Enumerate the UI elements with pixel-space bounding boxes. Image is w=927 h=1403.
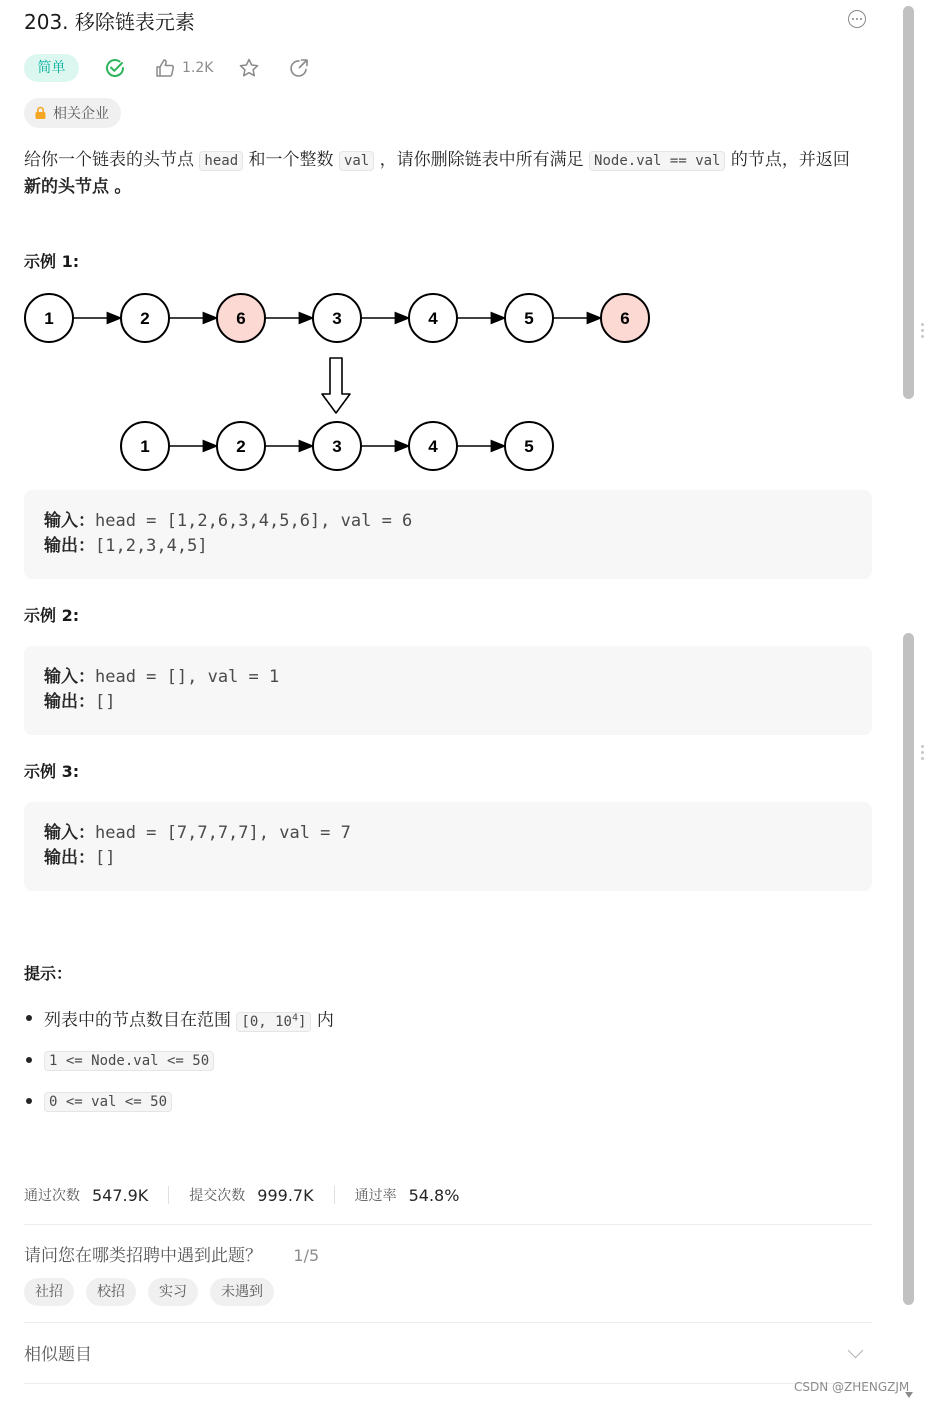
problem-meta-row bbox=[24, 53, 872, 83]
example-1-box: 输入：head = [1,2,6,3,4,5,6], val = 6 输出：[1,2,3,4,5] bbox=[24, 490, 872, 579]
svg-text:4: 4 bbox=[428, 437, 438, 456]
svg-text:5: 5 bbox=[524, 437, 534, 456]
problem-statement: 给你一个链表的头节点 head 和一个整数 val ，请你删除链表中所有满足 Node.val == val 的节点，并返回 新的头节点 。 bbox=[24, 150, 850, 197]
star-icon[interactable] bbox=[238, 57, 260, 79]
list-node bbox=[505, 294, 553, 342]
code-condition: Node.val == val bbox=[589, 151, 725, 171]
example-2-input: head = [], val = 1 bbox=[95, 667, 280, 687]
accepted-count: 547.9K bbox=[92, 1185, 149, 1205]
more-options-icon[interactable] bbox=[848, 10, 866, 28]
example-2-heading: 示例 2: bbox=[24, 606, 80, 625]
resize-grip-icon[interactable] bbox=[921, 323, 925, 341]
list-node bbox=[313, 422, 361, 470]
list-node bbox=[121, 422, 169, 470]
list-node bbox=[121, 294, 169, 342]
example-2-box: 输入：head = [], val = 1 输出：[] bbox=[24, 646, 872, 735]
submission-count: 999.7K bbox=[257, 1185, 314, 1205]
example-3-output: [] bbox=[95, 848, 116, 868]
example-3-heading: 示例 3: bbox=[24, 762, 80, 781]
scrollbar-thumb[interactable] bbox=[903, 633, 914, 1305]
difficulty-badge: 简单 bbox=[24, 54, 79, 82]
example-3-input: head = [7,7,7,7], val = 7 bbox=[95, 823, 351, 843]
survey-progress: 1/5 bbox=[293, 1246, 320, 1265]
example-1-output: [1,2,3,4,5] bbox=[95, 536, 208, 556]
linked-list-diagram bbox=[24, 290, 664, 475]
svg-text:6: 6 bbox=[620, 309, 630, 328]
like-count: 1.2K bbox=[182, 60, 214, 76]
divider bbox=[24, 1224, 872, 1225]
list-node bbox=[313, 294, 361, 342]
divider bbox=[24, 1322, 872, 1323]
constraint-val-code: 0 <= val <= 50 bbox=[44, 1092, 172, 1112]
survey-option-social[interactable]: 社招 bbox=[24, 1278, 74, 1306]
list-node bbox=[505, 422, 553, 470]
code-val: val bbox=[339, 151, 374, 171]
lock-icon bbox=[34, 106, 47, 120]
share-icon[interactable] bbox=[288, 57, 310, 79]
survey-question: 请问您在哪类招聘中遇到此题？ 1/5 bbox=[24, 1246, 320, 1266]
survey-option-campus[interactable]: 校招 bbox=[86, 1278, 136, 1306]
scrollbar-thumb[interactable] bbox=[903, 6, 914, 399]
thumbs-up-icon[interactable] bbox=[154, 57, 176, 79]
example-1-input: head = [1,2,6,3,4,5,6], val = 6 bbox=[95, 511, 413, 531]
constraint-range-code: [0, $10^4$] bbox=[236, 1012, 311, 1032]
list-node bbox=[217, 294, 265, 342]
list-node bbox=[601, 294, 649, 342]
watermark: CSDN @ZHENGZJM bbox=[794, 1380, 910, 1394]
list-node bbox=[409, 422, 457, 470]
svg-text:1: 1 bbox=[140, 437, 150, 456]
survey-option-intern[interactable]: 实习 bbox=[148, 1278, 198, 1306]
bullet bbox=[26, 1015, 32, 1021]
constraints-heading: 提示： bbox=[24, 964, 73, 983]
problem-title: 203. 移除链表元素 bbox=[24, 10, 195, 34]
svg-text:5: 5 bbox=[524, 309, 534, 328]
bullet bbox=[26, 1098, 32, 1104]
submission-stats: 通过次数 547.9K 提交次数 999.7K 通过率 54.8% bbox=[24, 1185, 460, 1205]
example-2-output: [] bbox=[95, 692, 116, 712]
list-node bbox=[217, 422, 265, 470]
svg-text:3: 3 bbox=[332, 437, 342, 456]
svg-text:3: 3 bbox=[332, 309, 342, 328]
similar-problems-toggle[interactable]: 相似题目 bbox=[24, 1345, 92, 1365]
transform-arrow bbox=[322, 358, 350, 413]
resize-grip-icon[interactable] bbox=[921, 745, 925, 763]
example-3-box: 输入：head = [7,7,7,7], val = 7 输出：[] bbox=[24, 802, 872, 891]
related-companies-label: 相关企业 bbox=[53, 106, 109, 122]
survey-option-none[interactable]: 未遇到 bbox=[210, 1278, 274, 1306]
svg-text:2: 2 bbox=[140, 309, 150, 328]
svg-text:2: 2 bbox=[236, 437, 246, 456]
chevron-down-icon[interactable] bbox=[848, 1343, 864, 1359]
emphasis-new-head: 新的头节点 bbox=[24, 177, 109, 197]
bullet bbox=[26, 1057, 32, 1063]
svg-text:6: 6 bbox=[236, 309, 246, 328]
survey-options bbox=[24, 1278, 274, 1306]
solved-check-icon bbox=[104, 57, 126, 79]
example-1-heading: 示例 1: bbox=[24, 252, 80, 271]
svg-text:4: 4 bbox=[428, 309, 438, 328]
list-node bbox=[409, 294, 457, 342]
related-companies-tag[interactable] bbox=[24, 98, 121, 128]
code-head: head bbox=[199, 151, 243, 171]
acceptance-rate: 54.8% bbox=[408, 1185, 460, 1205]
svg-text:1: 1 bbox=[44, 309, 54, 328]
divider bbox=[24, 1383, 872, 1384]
constraint-node-val-code: 1 <= Node.val <= 50 bbox=[44, 1051, 214, 1071]
list-node bbox=[25, 294, 73, 342]
